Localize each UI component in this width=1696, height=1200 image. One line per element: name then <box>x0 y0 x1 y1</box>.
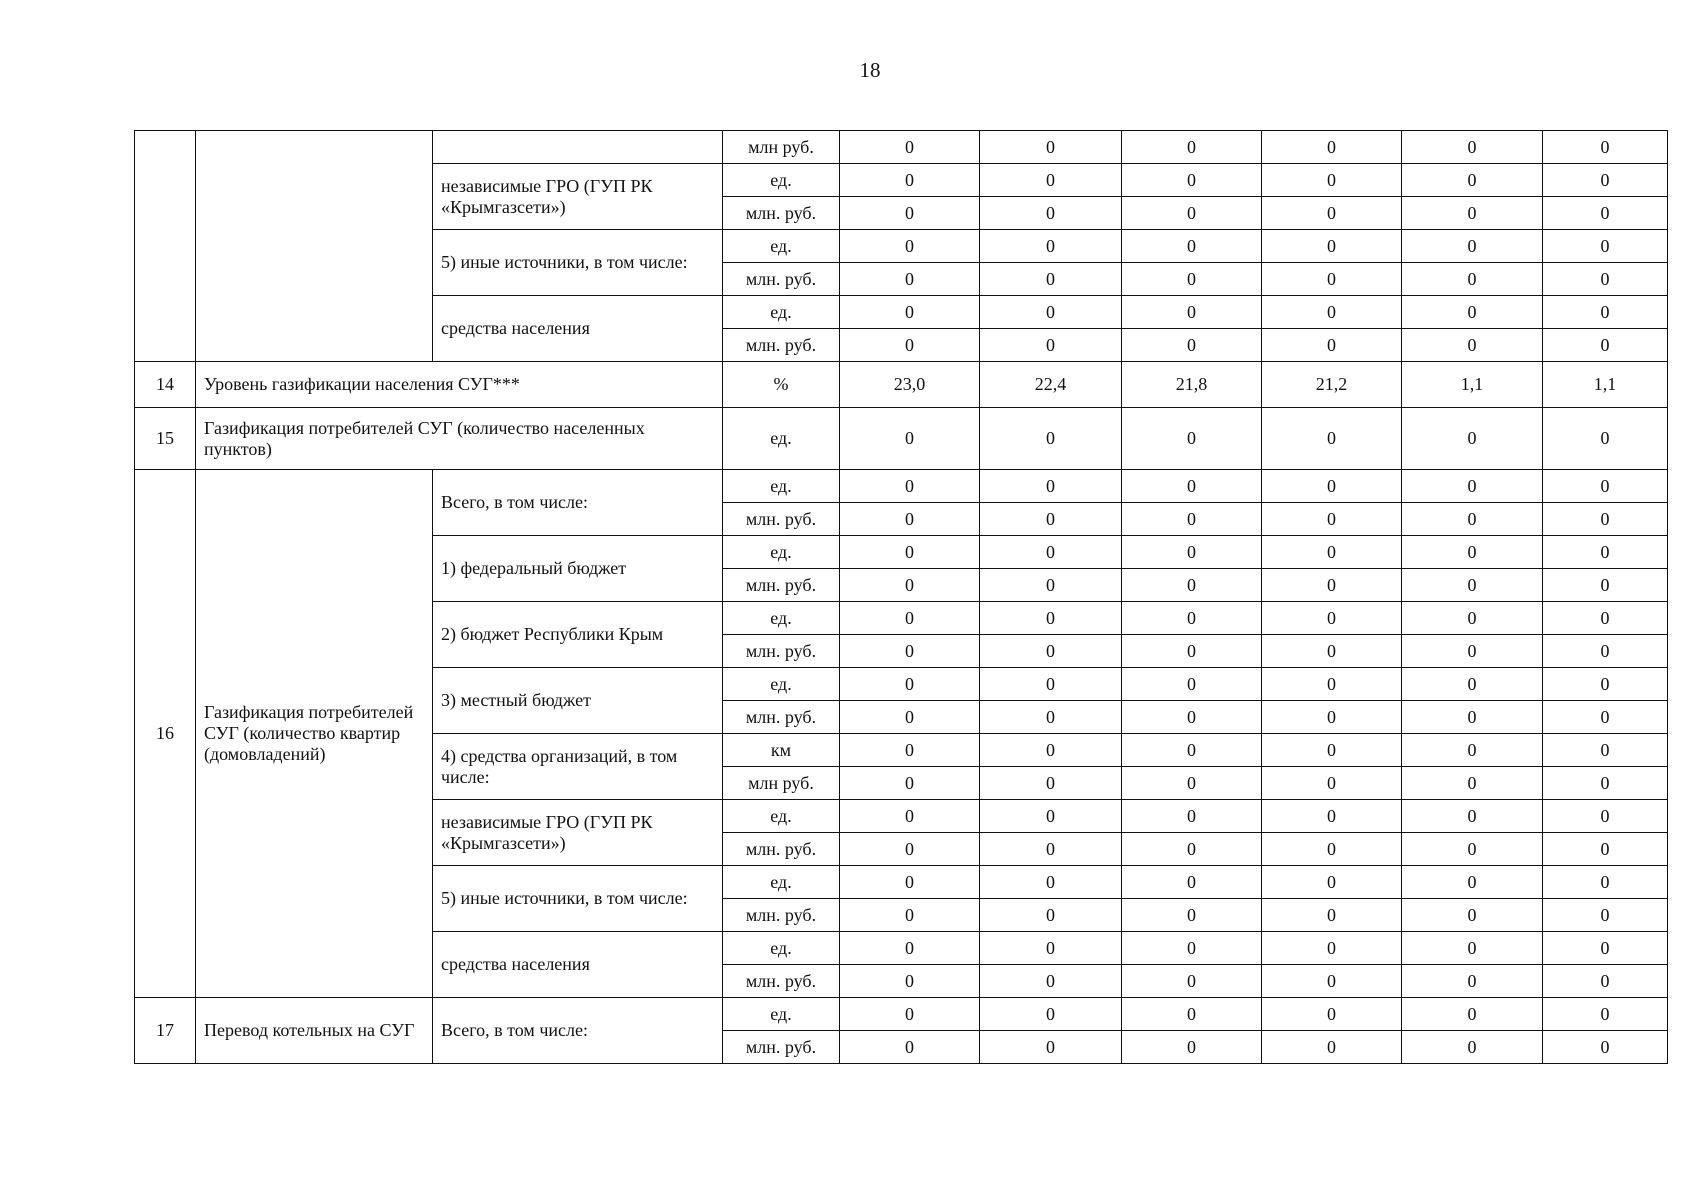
value-cell: 0 <box>980 470 1122 503</box>
value-cell: 0 <box>1262 701 1402 734</box>
value-cell: 0 <box>1262 263 1402 296</box>
source-cell: средства населения <box>433 932 723 998</box>
source-cell: средства населения <box>433 296 723 362</box>
unit-cell: млн. руб. <box>723 965 840 998</box>
unit-cell: ед. <box>723 668 840 701</box>
value-cell: 0 <box>1402 833 1543 866</box>
value-cell: 0 <box>1402 296 1543 329</box>
value-cell: 0 <box>1543 932 1668 965</box>
value-cell: 0 <box>1543 965 1668 998</box>
value-cell: 0 <box>1543 833 1668 866</box>
value-cell: 0 <box>1402 470 1543 503</box>
unit-cell: млн. руб. <box>723 701 840 734</box>
number-cell: 15 <box>135 408 196 470</box>
value-cell: 0 <box>980 408 1122 470</box>
value-cell: 0 <box>1402 965 1543 998</box>
unit-cell: млн руб. <box>723 767 840 800</box>
value-cell: 0 <box>1122 965 1262 998</box>
value-cell: 0 <box>1543 701 1668 734</box>
value-cell: 0 <box>1262 1031 1402 1064</box>
value-cell: 0 <box>980 503 1122 536</box>
value-cell: 0 <box>1543 734 1668 767</box>
source-cell: 1) федеральный бюджет <box>433 536 723 602</box>
value-cell: 0 <box>1122 767 1262 800</box>
value-cell: 1,1 <box>1543 362 1668 408</box>
value-cell: 0 <box>1543 131 1668 164</box>
value-cell: 0 <box>980 569 1122 602</box>
value-cell: 0 <box>840 932 980 965</box>
unit-cell: млн. руб. <box>723 197 840 230</box>
value-cell: 0 <box>980 701 1122 734</box>
unit-cell: ед. <box>723 470 840 503</box>
value-cell: 0 <box>980 998 1122 1031</box>
source-cell: 4) средства организаций, в том числе: <box>433 734 723 800</box>
value-cell: 0 <box>1262 470 1402 503</box>
source-cell: независимые ГРО (ГУП РК «Крымгазсети») <box>433 800 723 866</box>
table-row <box>135 470 1668 503</box>
value-cell: 0 <box>1402 263 1543 296</box>
number-cell: 17 <box>135 998 196 1064</box>
unit-cell: млн. руб. <box>723 1031 840 1064</box>
unit-cell: ед. <box>723 536 840 569</box>
value-cell: 0 <box>1122 329 1262 362</box>
value-cell: 0 <box>1402 800 1543 833</box>
value-cell: 0 <box>1262 408 1402 470</box>
value-cell: 0 <box>840 470 980 503</box>
value-cell: 0 <box>980 833 1122 866</box>
value-cell: 0 <box>1122 503 1262 536</box>
unit-cell: ед. <box>723 800 840 833</box>
source-cell: независимые ГРО (ГУП РК «Крымгазсети») <box>433 164 723 230</box>
value-cell: 0 <box>1543 230 1668 263</box>
value-cell: 0 <box>1262 668 1402 701</box>
value-cell: 0 <box>1122 701 1262 734</box>
value-cell: 0 <box>980 131 1122 164</box>
value-cell: 0 <box>1122 998 1262 1031</box>
title-cell: Газификация потребителей СУГ (количество квартир (домовладений) <box>196 470 433 998</box>
unit-cell: ед. <box>723 998 840 1031</box>
value-cell: 0 <box>1543 470 1668 503</box>
value-cell: 0 <box>1262 230 1402 263</box>
value-cell: 1,1 <box>1402 362 1543 408</box>
table-row <box>135 362 1668 408</box>
number-cell <box>135 131 196 362</box>
source-cell: Всего, в том числе: <box>433 470 723 536</box>
value-cell: 0 <box>840 602 980 635</box>
value-cell: 0 <box>1402 569 1543 602</box>
title-cell: Перевод котельных на СУГ <box>196 998 433 1064</box>
value-cell: 0 <box>980 800 1122 833</box>
value-cell: 0 <box>1122 800 1262 833</box>
value-cell: 0 <box>980 329 1122 362</box>
value-cell: 0 <box>1262 767 1402 800</box>
value-cell: 0 <box>1262 131 1402 164</box>
unit-cell: млн. руб. <box>723 899 840 932</box>
value-cell: 0 <box>1262 932 1402 965</box>
value-cell: 0 <box>1262 635 1402 668</box>
value-cell: 0 <box>1262 800 1402 833</box>
value-cell: 0 <box>980 296 1122 329</box>
value-cell: 0 <box>1543 296 1668 329</box>
value-cell: 0 <box>840 569 980 602</box>
value-cell: 0 <box>840 833 980 866</box>
value-cell: 0 <box>1122 263 1262 296</box>
value-cell: 0 <box>1262 536 1402 569</box>
value-cell: 0 <box>1543 569 1668 602</box>
value-cell: 0 <box>840 503 980 536</box>
value-cell: 0 <box>1122 899 1262 932</box>
value-cell: 0 <box>1402 932 1543 965</box>
value-cell: 0 <box>980 230 1122 263</box>
value-cell: 0 <box>1262 734 1402 767</box>
value-cell: 0 <box>1122 866 1262 899</box>
value-cell: 0 <box>980 635 1122 668</box>
value-cell: 0 <box>1402 668 1543 701</box>
value-cell: 0 <box>840 734 980 767</box>
value-cell: 0 <box>1262 503 1402 536</box>
value-cell: 0 <box>840 1031 980 1064</box>
value-cell: 0 <box>840 965 980 998</box>
unit-cell: % <box>723 362 840 408</box>
value-cell: 0 <box>1122 296 1262 329</box>
value-cell: 21,8 <box>1122 362 1262 408</box>
page-number: 18 <box>859 58 881 82</box>
value-cell: 0 <box>980 1031 1122 1064</box>
value-cell: 0 <box>1543 197 1668 230</box>
value-cell: 0 <box>1122 470 1262 503</box>
value-cell: 0 <box>1122 230 1262 263</box>
data-table <box>134 130 1668 1064</box>
source-cell: 2) бюджет Республики Крым <box>433 602 723 668</box>
value-cell: 0 <box>1262 329 1402 362</box>
value-cell: 0 <box>1402 536 1543 569</box>
value-cell: 0 <box>840 329 980 362</box>
value-cell: 0 <box>840 701 980 734</box>
number-cell: 14 <box>135 362 196 408</box>
value-cell: 0 <box>1262 899 1402 932</box>
value-cell: 0 <box>1402 131 1543 164</box>
value-cell: 0 <box>1122 408 1262 470</box>
value-cell: 0 <box>1262 197 1402 230</box>
value-cell: 0 <box>840 408 980 470</box>
unit-cell: млн. руб. <box>723 569 840 602</box>
value-cell: 0 <box>1122 536 1262 569</box>
value-cell: 0 <box>1543 800 1668 833</box>
title-cell: Газификация потребителей СУГ (количество населенных пунктов) <box>196 408 723 470</box>
unit-cell: ед. <box>723 408 840 470</box>
value-cell: 0 <box>1402 701 1543 734</box>
value-cell: 0 <box>1122 932 1262 965</box>
value-cell: 0 <box>1122 602 1262 635</box>
value-cell: 0 <box>1122 1031 1262 1064</box>
table-body <box>135 131 1668 1064</box>
value-cell: 0 <box>1402 866 1543 899</box>
value-cell: 0 <box>1402 998 1543 1031</box>
value-cell: 0 <box>980 899 1122 932</box>
value-cell: 0 <box>1262 569 1402 602</box>
title-cell: Уровень газификации населения СУГ*** <box>196 362 723 408</box>
value-cell: 0 <box>1402 899 1543 932</box>
value-cell: 0 <box>980 932 1122 965</box>
table-row <box>135 408 1668 470</box>
value-cell: 0 <box>1122 833 1262 866</box>
value-cell: 0 <box>1262 866 1402 899</box>
value-cell: 0 <box>1543 866 1668 899</box>
table-row <box>135 131 1668 164</box>
value-cell: 0 <box>980 734 1122 767</box>
value-cell: 0 <box>1122 569 1262 602</box>
value-cell: 0 <box>980 197 1122 230</box>
value-cell: 0 <box>1543 263 1668 296</box>
value-cell: 23,0 <box>840 362 980 408</box>
value-cell: 0 <box>840 296 980 329</box>
unit-cell: млн. руб. <box>723 635 840 668</box>
source-cell: 5) иные источники, в том числе: <box>433 230 723 296</box>
number-cell: 16 <box>135 470 196 998</box>
value-cell: 0 <box>980 602 1122 635</box>
unit-cell: ед. <box>723 296 840 329</box>
value-cell: 0 <box>1122 131 1262 164</box>
value-cell: 0 <box>1543 668 1668 701</box>
value-cell: 0 <box>840 668 980 701</box>
source-cell: 3) местный бюджет <box>433 668 723 734</box>
value-cell: 0 <box>1262 965 1402 998</box>
value-cell: 0 <box>840 263 980 296</box>
unit-cell: ед. <box>723 602 840 635</box>
unit-cell: ед. <box>723 164 840 197</box>
unit-cell: млн. руб. <box>723 503 840 536</box>
value-cell: 0 <box>1122 164 1262 197</box>
value-cell: 0 <box>1402 329 1543 362</box>
value-cell: 0 <box>1402 503 1543 536</box>
value-cell: 0 <box>1543 1031 1668 1064</box>
unit-cell: ед. <box>723 866 840 899</box>
value-cell: 0 <box>1402 602 1543 635</box>
value-cell: 0 <box>840 197 980 230</box>
value-cell: 0 <box>1543 767 1668 800</box>
value-cell: 0 <box>1402 1031 1543 1064</box>
value-cell: 0 <box>840 866 980 899</box>
value-cell: 0 <box>1402 767 1543 800</box>
value-cell: 0 <box>1543 329 1668 362</box>
value-cell: 0 <box>840 536 980 569</box>
value-cell: 0 <box>980 164 1122 197</box>
value-cell: 0 <box>1122 734 1262 767</box>
unit-cell: млн. руб. <box>723 833 840 866</box>
value-cell: 0 <box>1543 408 1668 470</box>
value-cell: 0 <box>1402 408 1543 470</box>
value-cell: 0 <box>1543 164 1668 197</box>
value-cell: 0 <box>1402 164 1543 197</box>
value-cell: 0 <box>1262 833 1402 866</box>
value-cell: 0 <box>1402 230 1543 263</box>
value-cell: 0 <box>1543 899 1668 932</box>
value-cell: 0 <box>840 899 980 932</box>
value-cell: 0 <box>1402 734 1543 767</box>
unit-cell: млн. руб. <box>723 263 840 296</box>
title-cell <box>196 131 433 362</box>
value-cell: 0 <box>1402 635 1543 668</box>
value-cell: 0 <box>1543 602 1668 635</box>
value-cell: 0 <box>840 998 980 1031</box>
unit-cell: млн руб. <box>723 131 840 164</box>
value-cell: 0 <box>1543 536 1668 569</box>
value-cell: 21,2 <box>1262 362 1402 408</box>
source-cell: 5) иные источники, в том числе: <box>433 866 723 932</box>
value-cell: 0 <box>1543 998 1668 1031</box>
value-cell: 22,4 <box>980 362 1122 408</box>
value-cell: 0 <box>980 965 1122 998</box>
value-cell: 0 <box>980 866 1122 899</box>
table-row <box>135 998 1668 1031</box>
value-cell: 0 <box>840 131 980 164</box>
value-cell: 0 <box>980 668 1122 701</box>
value-cell: 0 <box>1402 197 1543 230</box>
value-cell: 0 <box>1122 668 1262 701</box>
value-cell: 0 <box>840 164 980 197</box>
value-cell: 0 <box>1262 164 1402 197</box>
value-cell: 0 <box>1543 635 1668 668</box>
value-cell: 0 <box>840 767 980 800</box>
value-cell: 0 <box>980 767 1122 800</box>
source-cell <box>433 131 723 164</box>
value-cell: 0 <box>980 263 1122 296</box>
value-cell: 0 <box>1262 296 1402 329</box>
value-cell: 0 <box>1543 503 1668 536</box>
value-cell: 0 <box>980 536 1122 569</box>
source-cell: Всего, в том числе: <box>433 998 723 1064</box>
unit-cell: млн. руб. <box>723 329 840 362</box>
value-cell: 0 <box>1122 197 1262 230</box>
value-cell: 0 <box>840 635 980 668</box>
value-cell: 0 <box>840 800 980 833</box>
value-cell: 0 <box>840 230 980 263</box>
unit-cell: км <box>723 734 840 767</box>
value-cell: 0 <box>1262 602 1402 635</box>
value-cell: 0 <box>1122 635 1262 668</box>
unit-cell: ед. <box>723 932 840 965</box>
unit-cell: ед. <box>723 230 840 263</box>
value-cell: 0 <box>1262 998 1402 1031</box>
